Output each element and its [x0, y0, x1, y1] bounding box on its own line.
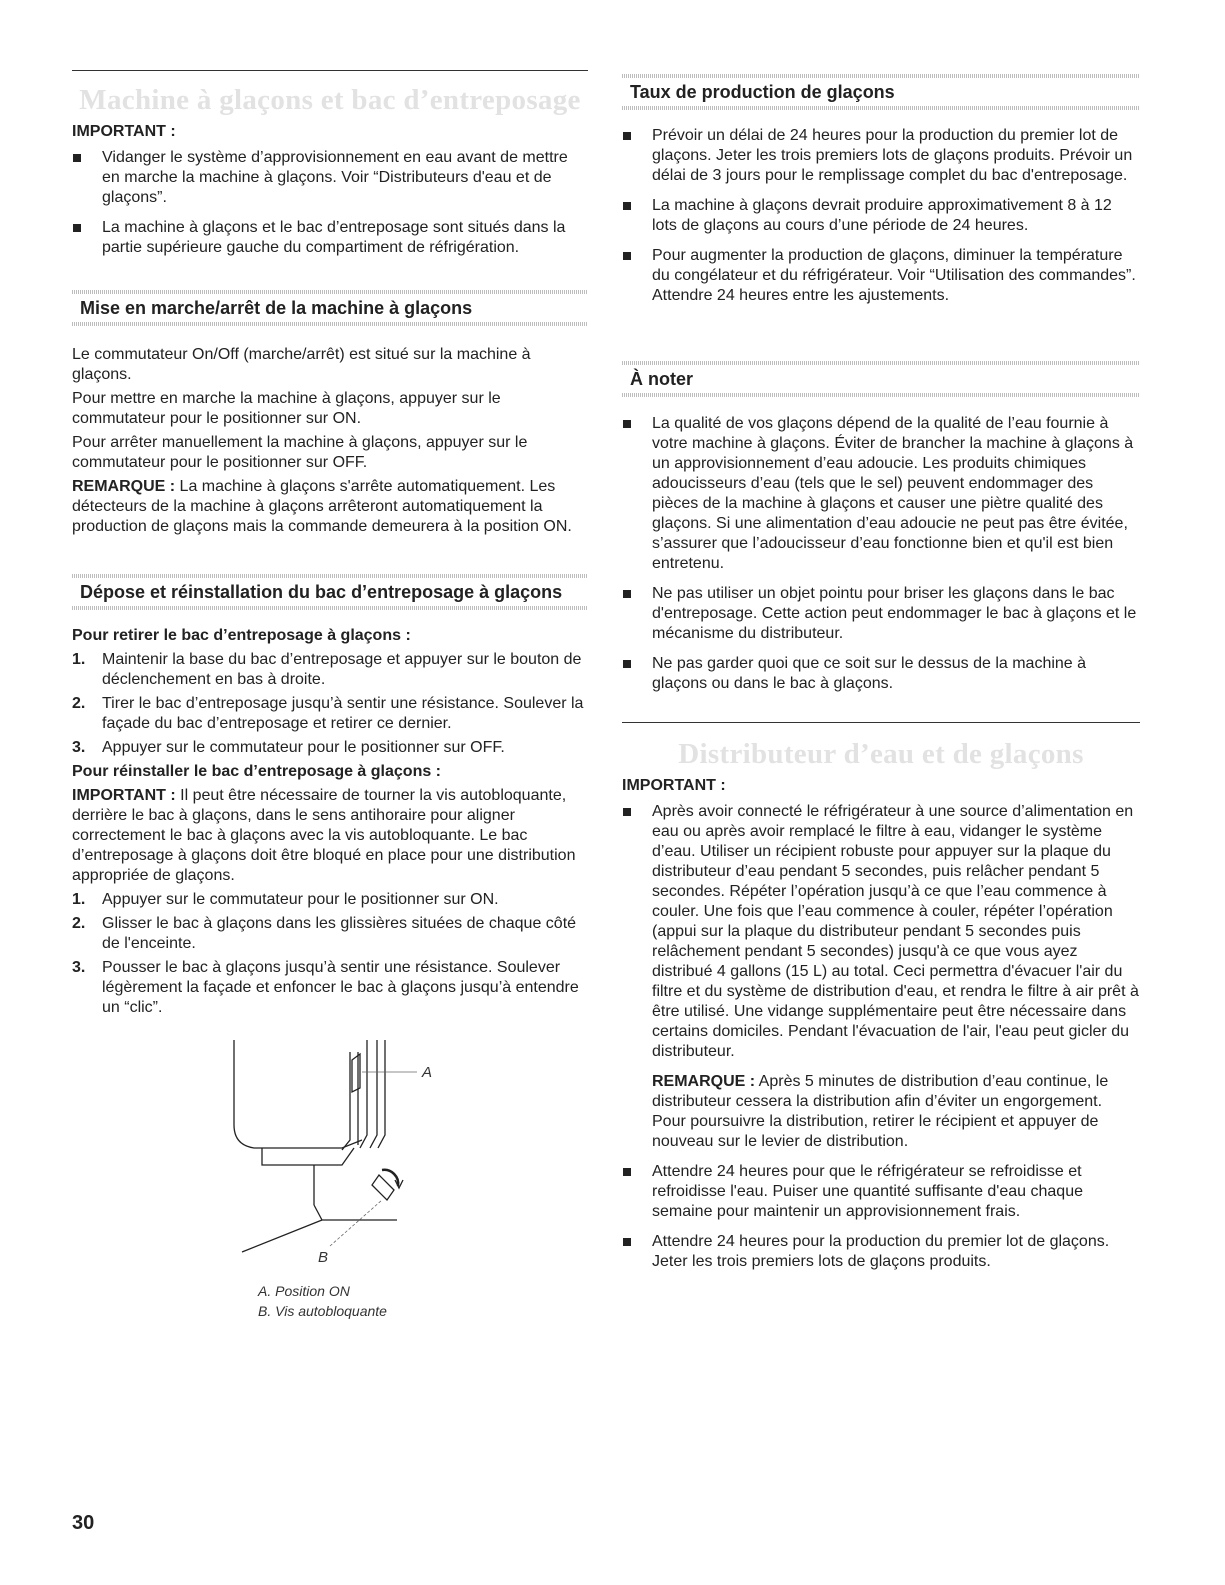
bin-body [72, 626, 588, 1018]
on-switch [352, 1054, 360, 1092]
dotted-rule [72, 606, 588, 610]
leader-line-b [330, 1200, 382, 1246]
dotted-rule [622, 106, 1140, 110]
list-item: 1. Appuyer sur le commutateur pour le positionner sur ON. [72, 891, 499, 908]
list-item: La machine à glaçons devrait produire approximativement 8 à 12 lots de glaçons au cours d’une période de 24 heures. [622, 196, 1140, 236]
list-item: Ne pas garder quoi que ce soit sur le dessus de la machine à glaçons ou dans le bac à glaçons. [622, 654, 1140, 694]
bullet-icon [623, 1168, 631, 1176]
rate-body [622, 126, 1140, 306]
top-rule [72, 70, 588, 71]
rate-heading-block [622, 74, 1140, 110]
paragraph: Pour arrêter manuellement la machine à glaçons, appuyer sur le commutateur pour le positionner sur OFF. [72, 434, 528, 471]
paragraph: Pour mettre en marche la machine à glaçons, appuyer sur le commutateur pour le positionner sur ON. [72, 390, 501, 427]
dispenser-list [622, 802, 1140, 1272]
dispenser-note: REMARQUE : Après 5 minutes de distribution d’eau continue, le distributeur cessera la distribution afin d’éviter un engorgement. Pour poursuivre la distribution, retirer le récipient et appuyer de nouveau sur le levier de distribution. [652, 1073, 1109, 1150]
section-rule [622, 722, 1140, 723]
important-label: IMPORTANT : [72, 123, 176, 140]
list-item: Vidanger le système d’approvisionnement en eau avant de mettre en marche la machine à glaçons. Voir “Distributeurs d'eau et de glaçons”. [72, 148, 588, 208]
bullet-icon [623, 660, 631, 668]
onoff-body [72, 345, 588, 537]
list-item: 1. Maintenir la base du bac d’entreposage et appuyer sur le bouton de déclenchement en bas à droite. [72, 651, 582, 688]
section-title-ice-maker: Machine à glaçons et bac d’entreposage [79, 84, 581, 116]
dotted-rule [622, 393, 1140, 397]
ice-bin-illustration [222, 1040, 522, 1270]
bullet-icon [623, 202, 631, 210]
bullet-icon [623, 590, 631, 598]
rate-list [622, 126, 1140, 306]
bullet-icon [623, 420, 631, 428]
note-label: REMARQUE : [652, 1073, 756, 1090]
list-item: 2. Tirer le bac d’entreposage jusqu’à sentir une résistance. Soulever la façade du bac d’entreposage et retirer ce dernier. [72, 695, 584, 732]
bullet-icon [73, 154, 81, 162]
important-label: IMPORTANT : [622, 777, 726, 794]
important-inline-label: IMPORTANT : [72, 787, 176, 804]
bullet-icon [623, 252, 631, 260]
caption-a: A. Position ON [258, 1283, 350, 1299]
note-body [622, 414, 1140, 694]
important-list [72, 148, 588, 258]
figure-label-a: A [422, 1064, 433, 1081]
onoff-heading-block [72, 290, 588, 326]
page-number: 30 [72, 1512, 95, 1534]
list-item: 2. Glisser le bac à glaçons dans les glissières situées de chaque côté de l'enceinte. [72, 915, 577, 952]
important-paragraph: IMPORTANT : Il peut être nécessaire de tourner la vis autobloquante, derrière le bac à glaçons, dans le sens antihoraire pour aligner correctement le bac à glaçons avec la vis autobloquante. Le bac d’entreposage à glaçons doit être bloqué en place pour une distribution appropriée de glaçons. [72, 787, 576, 884]
list-item: 3. Pousser le bac à glaçons jusqu’à sentir une résistance. Soulever légèrement la façade et enfoncer le bac à glaçons jusqu’à entendre un “clic”. [72, 959, 579, 1016]
bullet-icon [623, 132, 631, 140]
note-paragraph: REMARQUE : La machine à glaçons s'arrête automatiquement. Les détecteurs de la machine à glaçons arrêteront automatiquement la production de glaçons mais la commande demeurera à la position ON. [72, 478, 572, 535]
note-heading-block [622, 361, 1140, 397]
note-heading: À noter [630, 369, 693, 389]
remove-steps [72, 650, 588, 758]
note-list [622, 414, 1140, 694]
bullet-icon [623, 808, 631, 816]
rotate-arrow-icon [382, 1170, 398, 1186]
dotted-rule [72, 322, 588, 326]
list-item: Attendre 24 heures pour que le réfrigérateur se refroidisse et refroidisse l'eau. Puiser une quantité suffisante d'eau chaque semaine pour maintenir un approvisionnement frais. [622, 1162, 1140, 1222]
note-label: REMARQUE : [72, 478, 176, 495]
bullet-icon [73, 224, 81, 232]
bin-heading-block [72, 574, 588, 610]
list-item: Après avoir connecté le réfrigérateur à une source d’alimentation en eau ou après avoir remplacé le filtre à eau, vidanger le système d’eau. Utiliser un récipient robuste pour appuyer sur la plaque du distributeur d’eau pendant 5 secondes, puis relâcher pendant 5 secondes. Répéter l’opération jusqu’à ce que l’eau commence à couler. Une fois que l’eau commence à couler, répéter l’opération (appui sur la plaque du distributeur pendant 5 secondes puis relâchement pendant 5 secondes) jusqu'à ce que vous ayez distribué 4 gallons (15 L) au total. Ceci permettra d'évacuer l'air du filtre et du système de distribution d'eau, et rendra le filtre à air prêt à être utilisé. Une vidange supplémentaire peut être nécessaire dans certains domiciles. Pendant l'évacuation de l'air, l'eau peut gicler du distributeur. REMARQUE : Après 5 minutes de distribution d’eau continue, le distributeur cessera la distribution afin d’éviter un engorgement. Pour poursuivre la distribution, retirer le récipient et appuyer de nouveau sur le levier de distribution. [622, 802, 1140, 1152]
list-item: Ne pas utiliser un objet pointu pour briser les glaçons dans le bac d'entreposage. Cette action peut endommager le bac à glaçons et le mécanisme du distributeur. [622, 584, 1140, 644]
list-item: La machine à glaçons et le bac d’entreposage sont situés dans la partie supérieure gauche du compartiment de réfrigération. [72, 218, 588, 258]
reinstall-heading: Pour réinstaller le bac d’entreposage à glaçons : [72, 763, 442, 780]
remove-heading: Pour retirer le bac d’entreposage à glaçons : [72, 627, 411, 644]
list-item: Pour augmenter la production de glaçons, diminuer la température du congélateur et du réfrigérateur. Voir “Utilisation des commandes”. Attendre 24 heures entre les ajustements. [622, 246, 1140, 306]
reinstall-steps [72, 890, 588, 1018]
bin-heading: Dépose et réinstallation du bac d’entreposage à glaçons [80, 582, 563, 602]
list-item: 3. Appuyer sur le commutateur pour le positionner sur OFF. [72, 739, 505, 756]
onoff-heading: Mise en marche/arrêt de la machine à glaçons [80, 298, 473, 318]
section-title-dispenser: Distributeur d’eau et de glaçons [678, 738, 1084, 770]
list-item: Attendre 24 heures pour la production du premier lot de glaçons. Jeter les trois premiers lots de glaçons produits. [622, 1232, 1140, 1272]
list-item: La qualité de vos glaçons dépend de la qualité de l’eau fournie à votre machine à glaçons. Éviter de brancher la machine à glaçons à un approvisionnement d’eau adoucie. Les produits chimiques adoucisseurs d’eau (tels que le sel) peuvent endommager des pièces de la machine à glaçons et causer une piètre qualité des glaçons. Si une alimentation d’eau adoucie ne peut pas être évitée, s’assurer que l’adoucisseur d’eau fonctionne bien et qu'il est bien entretenu. [622, 414, 1140, 574]
screw-icon [372, 1175, 394, 1200]
figure-caption [258, 1281, 558, 1321]
figure-label-b: B [318, 1249, 329, 1266]
paragraph: Le commutateur On/Off (marche/arrêt) est situé sur la machine à glaçons. [72, 346, 531, 383]
rate-heading: Taux de production de glaçons [630, 82, 895, 102]
bin-outline [234, 1040, 362, 1148]
list-item: Prévoir un délai de 24 heures pour la production du premier lot de glaçons. Jeter les trois premiers lots de glaçons produits. Prévoir un délai de 3 jours pour le remplissage complet du bac d'entreposage. [622, 126, 1140, 186]
caption-b: B. Vis autobloquante [258, 1303, 387, 1319]
bullet-icon [623, 1238, 631, 1246]
dispenser-body [622, 776, 1140, 1272]
